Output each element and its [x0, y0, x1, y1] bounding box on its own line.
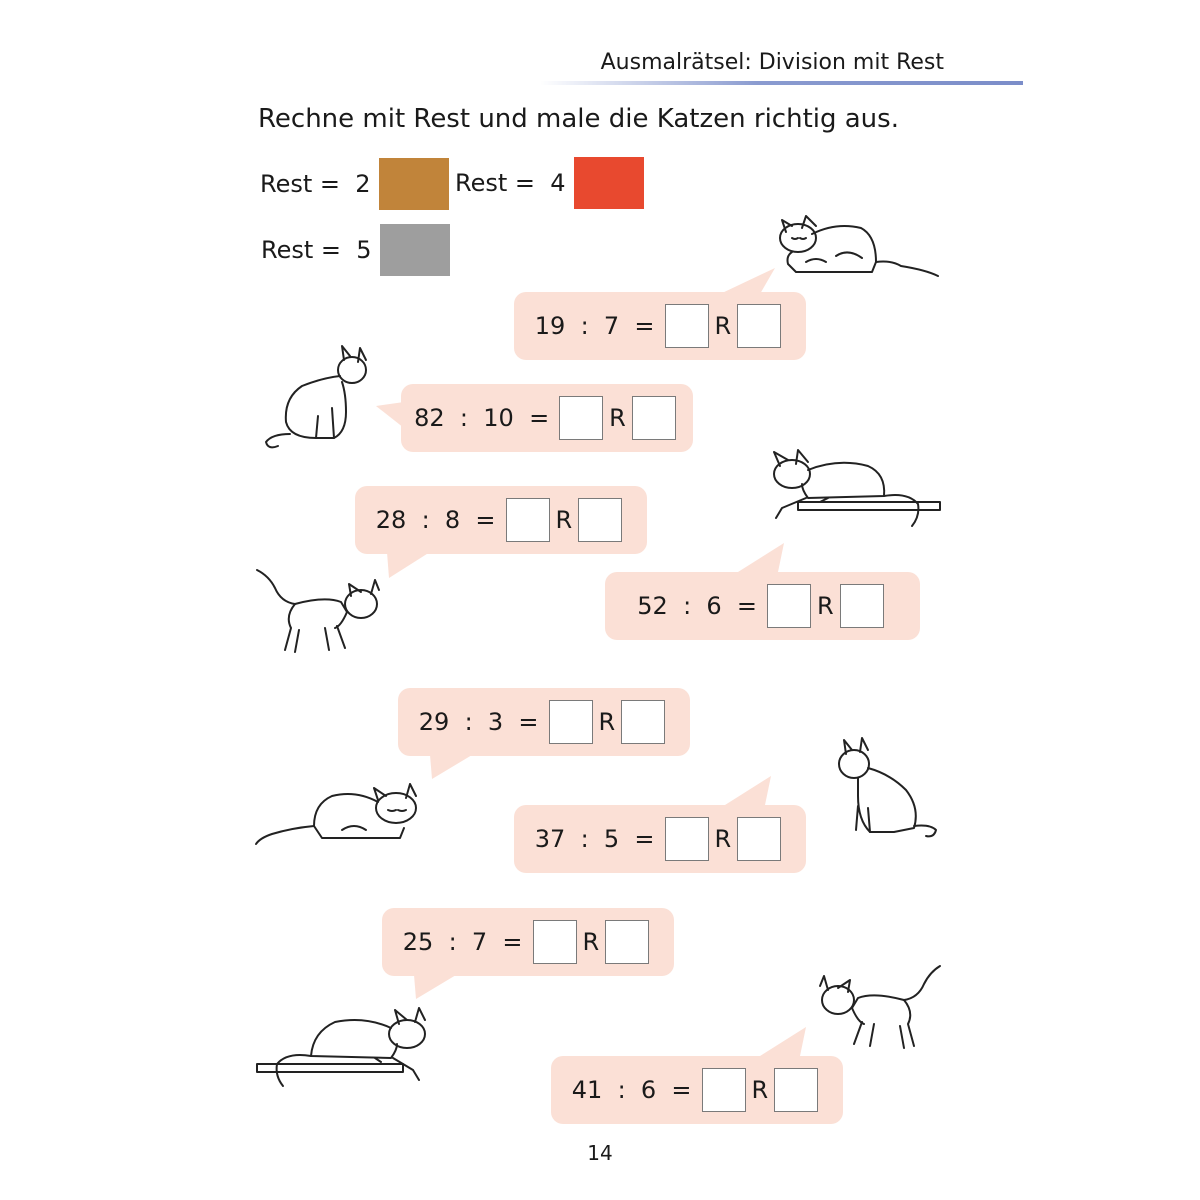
- bubble-tail: [385, 552, 435, 582]
- legend-rest-4: [455, 157, 644, 209]
- remainder-label: R: [582, 928, 600, 956]
- division-expression: 37 : 5 =: [534, 825, 655, 853]
- speech-bubble-3: [355, 486, 647, 554]
- remainder-label: R: [751, 1076, 769, 1104]
- remainder-answer-box[interactable]: [774, 1068, 818, 1112]
- remainder-answer-box[interactable]: [605, 920, 649, 964]
- bubble-tail: [738, 541, 788, 573]
- remainder-answer-box[interactable]: [621, 700, 665, 744]
- remainder-label: R: [555, 506, 573, 534]
- remainder-answer-box[interactable]: [632, 396, 676, 440]
- bubble-tail: [412, 975, 462, 1005]
- cat-lying-illustration-1: [776, 212, 946, 282]
- division-expression: 25 : 7 =: [402, 928, 523, 956]
- color-swatch-grey: [380, 224, 450, 276]
- page-header-title: Ausmalrätsel: Division mit Rest: [600, 50, 944, 75]
- cat-lying-illustration-5: [252, 778, 422, 850]
- remainder-label: R: [714, 312, 732, 340]
- quotient-answer-box[interactable]: [767, 584, 811, 628]
- legend-label: Rest = 5: [261, 236, 372, 264]
- division-expression: 28 : 8 =: [375, 506, 496, 534]
- bubble-tail: [428, 755, 478, 785]
- speech-bubble-7: [382, 908, 674, 976]
- cat-walking-illustration-8: [814, 962, 944, 1052]
- speech-bubble-2: [401, 384, 693, 452]
- division-expression: 29 : 3 =: [418, 708, 539, 736]
- quotient-answer-box[interactable]: [549, 700, 593, 744]
- legend-rest-2: [260, 158, 449, 210]
- quotient-answer-box[interactable]: [506, 498, 550, 542]
- remainder-label: R: [609, 404, 626, 432]
- cat-sitting-illustration-6: [834, 734, 944, 846]
- division-expression: 19 : 7 =: [534, 312, 655, 340]
- remainder-label: R: [598, 708, 616, 736]
- remainder-answer-box[interactable]: [578, 498, 622, 542]
- speech-bubble-8: [551, 1056, 843, 1124]
- cat-on-shelf-illustration-3: [768, 446, 944, 530]
- division-expression: 52 : 6 =: [637, 592, 758, 620]
- quotient-answer-box[interactable]: [702, 1068, 746, 1112]
- page-number: 14: [587, 1141, 613, 1165]
- color-swatch-brown: [379, 158, 449, 210]
- cat-on-shelf-illustration-7: [255, 1004, 427, 1090]
- legend-label: Rest = 4: [455, 169, 566, 197]
- quotient-answer-box[interactable]: [665, 817, 709, 861]
- header-rule: [540, 81, 1023, 85]
- speech-bubble-1: [514, 292, 806, 360]
- speech-bubble-4: [605, 572, 920, 640]
- cat-sitting-illustration-2: [262, 342, 372, 454]
- legend-rest-5: [261, 224, 450, 276]
- remainder-answer-box[interactable]: [737, 817, 781, 861]
- quotient-answer-box[interactable]: [665, 304, 709, 348]
- instruction-text: Rechne mit Rest und male die Katzen richtig aus.: [258, 104, 899, 134]
- bubble-tail: [725, 774, 775, 806]
- cat-walking-illustration-4: [255, 566, 383, 656]
- quotient-answer-box[interactable]: [559, 396, 603, 440]
- quotient-answer-box[interactable]: [533, 920, 577, 964]
- remainder-answer-box[interactable]: [737, 304, 781, 348]
- remainder-answer-box[interactable]: [840, 584, 884, 628]
- division-expression: 82 : 10 =: [414, 404, 550, 432]
- legend-label: Rest = 2: [260, 170, 371, 198]
- remainder-label: R: [714, 825, 732, 853]
- remainder-label: R: [817, 592, 834, 620]
- bubble-tail: [760, 1025, 810, 1057]
- color-swatch-red: [574, 157, 644, 209]
- division-expression: 41 : 6 =: [571, 1076, 692, 1104]
- speech-bubble-6: [514, 805, 806, 873]
- speech-bubble-5: [398, 688, 690, 756]
